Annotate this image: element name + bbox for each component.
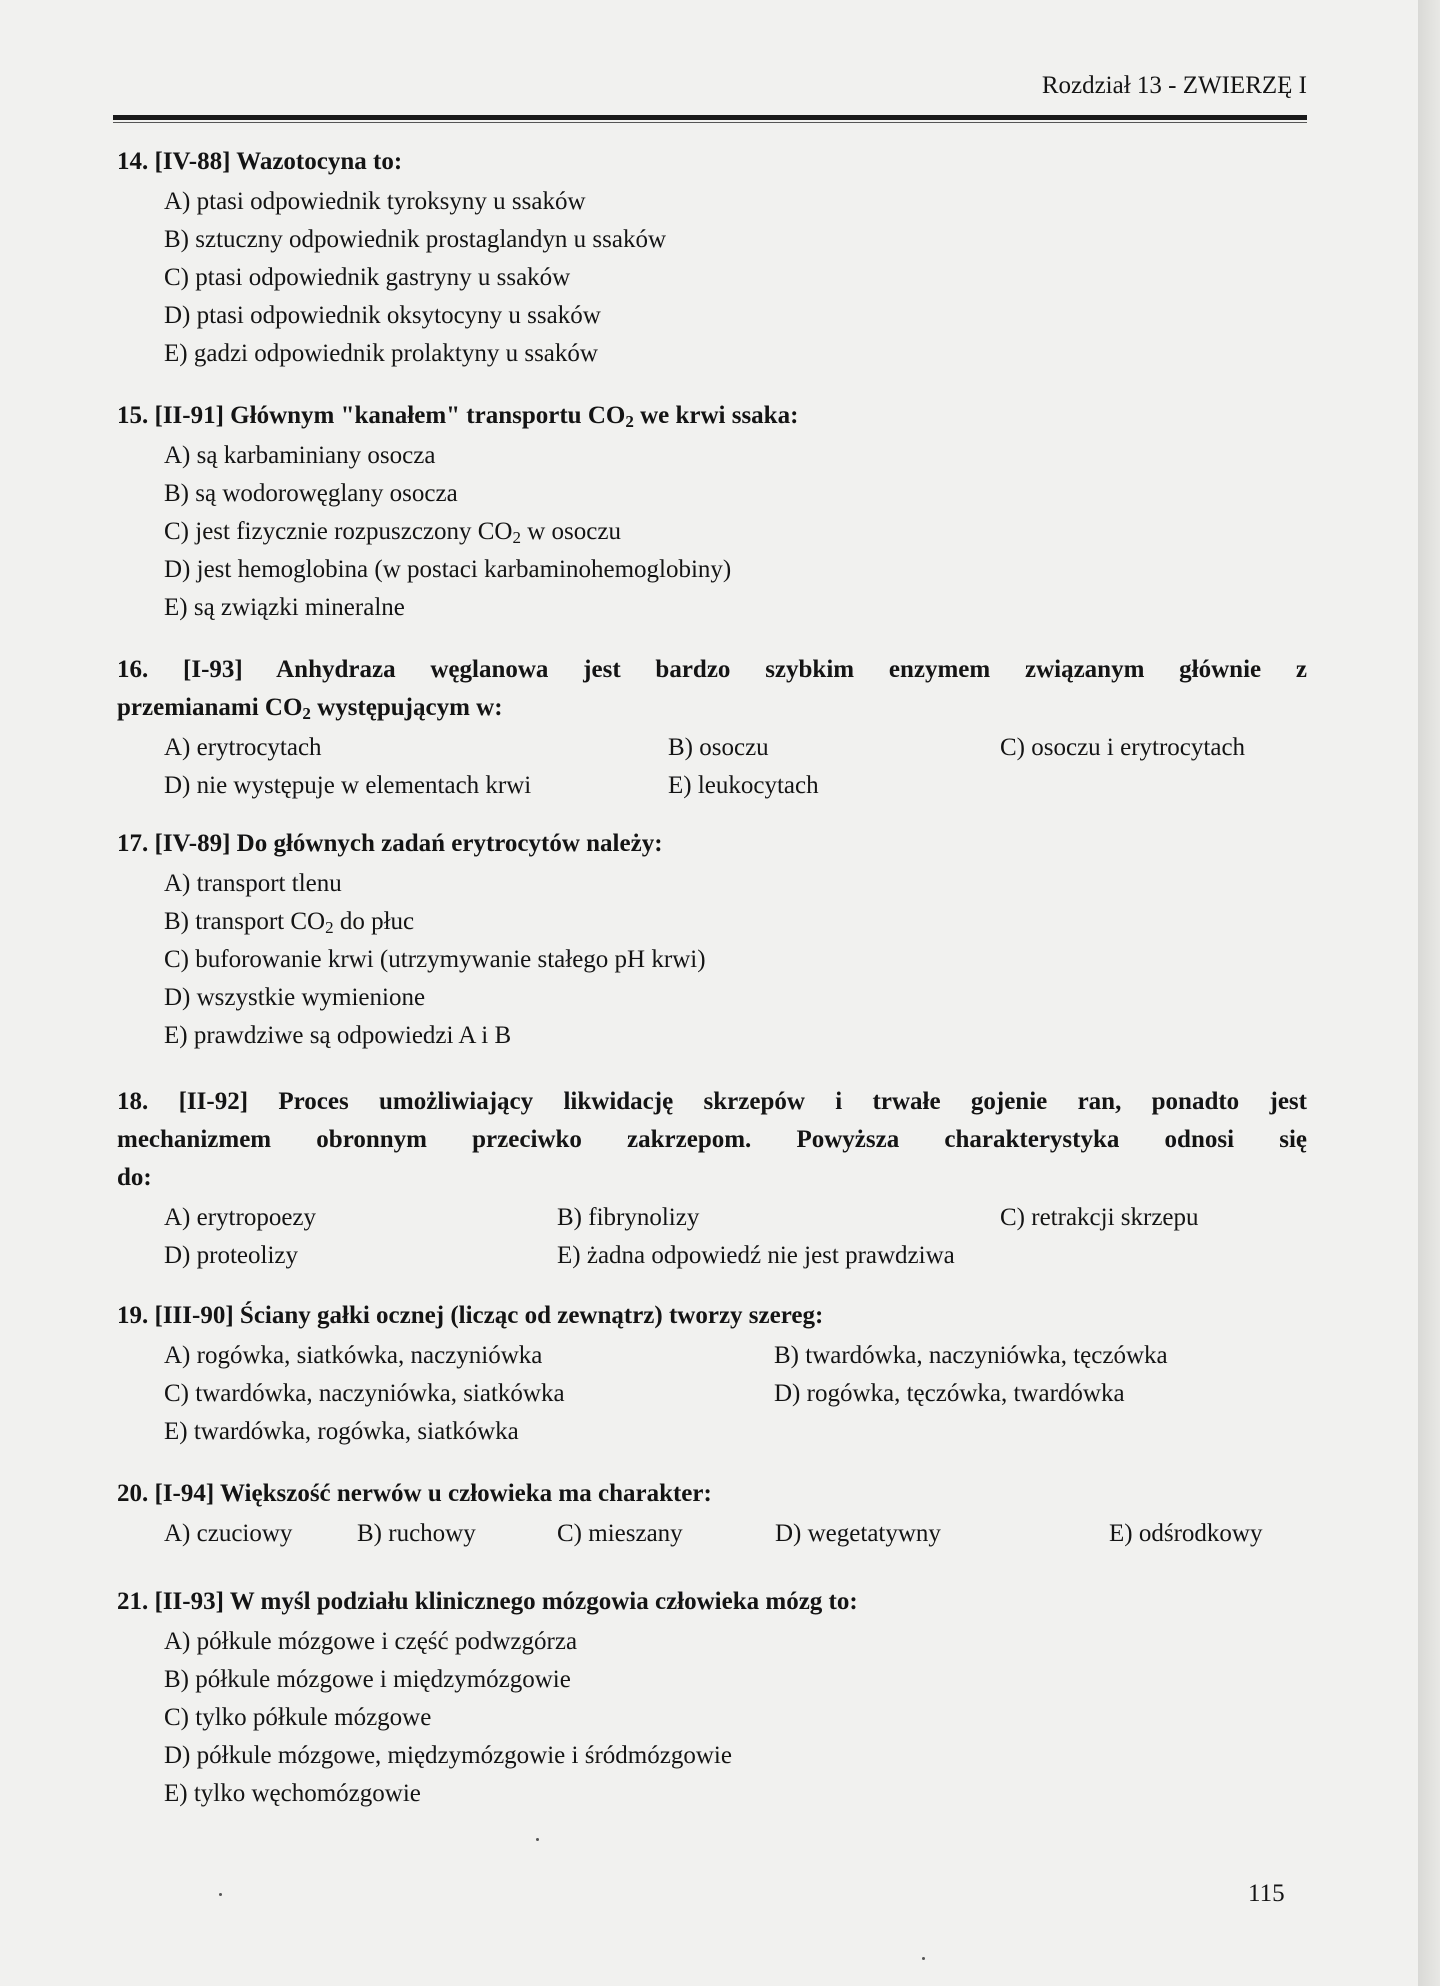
answer-options — [164, 1515, 1307, 1553]
question-title — [117, 1083, 1307, 1197]
question-title: 21. [II-93] W myśl podziału klinicznego mózgowia człowieka mózg to: — [117, 1588, 858, 1615]
option-b: B) fibrynolizy — [557, 1204, 700, 1231]
option-a: A) czuciowy — [164, 1520, 293, 1547]
question-title: 19. [III-90] Ściany gałki ocznej (licząc od zewnątrz) tworzy szereg: — [117, 1302, 824, 1329]
answer-options — [164, 183, 1307, 373]
options-row — [164, 1413, 1307, 1451]
page-number: 115 — [1248, 1880, 1285, 1907]
question-21 — [117, 1583, 1307, 1813]
subscript: 2 — [512, 528, 521, 547]
answer-options — [164, 1623, 1307, 1813]
title-line: mechanizmem obronnym przeciwko zakrzepom. Powyższa charakterystyka odnosi się — [117, 1126, 1307, 1153]
question-title: 17. [IV-89] Do głównych zadań erytrocytów należy: — [117, 830, 663, 857]
answer-options — [164, 1199, 1307, 1275]
question-15 — [117, 397, 1307, 627]
option-e: E) są związki mineralne — [164, 594, 405, 621]
header-rule-thin — [113, 122, 1307, 123]
question-title: 20. [I-94] Większość nerwów u człowieka ma charakter: — [117, 1480, 712, 1507]
option-b: B) są wodorowęglany osocza — [164, 480, 458, 507]
options-row — [164, 1375, 1307, 1413]
print-speck — [219, 1893, 222, 1896]
option-d: D) rogówka, tęczówka, twardówka — [774, 1380, 1125, 1407]
option-b: B) sztuczny odpowiednik prostaglandyn u ssaków — [164, 226, 667, 253]
question-title — [117, 651, 1307, 727]
option-b: B) ruchowy — [357, 1520, 476, 1547]
option-c: C) osoczu i erytrocytach — [1000, 734, 1246, 761]
subscript: 2 — [325, 918, 334, 937]
title-line — [117, 689, 1307, 727]
question-18 — [117, 1083, 1307, 1275]
option-c: C) tylko półkule mózgowe — [164, 1704, 432, 1731]
print-speck — [536, 1838, 539, 1841]
option-e: E) żadna odpowiedź nie jest prawdziwa — [557, 1242, 955, 1269]
option-d: D) jest hemoglobina (w postaci karbaminohemoglobiny) — [164, 556, 732, 583]
option-a: A) ptasi odpowiednik tyroksyny u ssaków — [164, 188, 586, 215]
title-text: przemianami CO — [117, 694, 303, 721]
options-row — [164, 767, 1307, 805]
title-line: 18. [II-92] Proces umożliwiający likwidację skrzepów i trwałe gojenie ran, ponadto jest — [117, 1088, 1307, 1115]
answer-options — [164, 1337, 1307, 1451]
header-rule — [113, 115, 1307, 120]
question-14 — [117, 143, 1307, 373]
title-text: we krwi ssaka: — [633, 402, 799, 429]
option-d: D) nie występuje w elementach krwi — [164, 772, 532, 799]
option-b: B) twardówka, naczyniówka, tęczówka — [774, 1342, 1168, 1369]
question-20 — [117, 1475, 1307, 1553]
question-title: 14. [IV-88] Wazotocyna to: — [117, 148, 403, 175]
option-a: A) transport tlenu — [164, 870, 342, 897]
options-row — [164, 1199, 1307, 1237]
option-d: D) wszystkie wymienione — [164, 984, 426, 1011]
option-d: D) półkule mózgowe, międzymózgowie i śródmózgowie — [164, 1742, 732, 1769]
title-text: 15. [II-91] Głównym "kanałem" transportu CO — [117, 402, 626, 429]
option-e: E) leukocytach — [668, 772, 819, 799]
option-a: A) półkule mózgowe i część podwzgórza — [164, 1628, 578, 1655]
option-c: C) buforowanie krwi (utrzymywanie stałego pH krwi) — [164, 946, 706, 973]
option-a: A) rogówka, siatkówka, naczyniówka — [164, 1342, 543, 1369]
title-line: 16. [I-93] Anhydraza węglanowa jest bardzo szybkim enzymem związanym głównie z — [117, 656, 1307, 683]
options-row — [164, 729, 1307, 767]
option-c: C) twardówka, naczyniówka, siatkówka — [164, 1380, 565, 1407]
option-a: A) są karbaminiany osocza — [164, 442, 436, 469]
question-16 — [117, 651, 1307, 805]
page-edge-shadow — [1418, 0, 1440, 1986]
option-c: C) ptasi odpowiednik gastryny u ssaków — [164, 264, 571, 291]
option-e: E) prawdziwe są odpowiedzi A i B — [164, 1022, 512, 1049]
option-text: w osoczu — [521, 518, 621, 545]
print-speck — [922, 1957, 925, 1960]
question-title — [117, 397, 1307, 435]
option-c: C) retrakcji skrzepu — [1000, 1204, 1199, 1231]
subscript: 2 — [625, 412, 634, 431]
option-text: do płuc — [333, 908, 415, 935]
option-e: E) tylko węchomózgowie — [164, 1780, 421, 1807]
option-b — [164, 903, 1307, 941]
options-row — [164, 1515, 1307, 1553]
option-d: D) ptasi odpowiednik oksytocyny u ssaków — [164, 302, 601, 329]
option-b: B) osoczu — [668, 734, 769, 761]
option-d: D) wegetatywny — [775, 1520, 941, 1547]
answer-options — [164, 437, 1307, 627]
question-17 — [117, 825, 1307, 1055]
options-row — [164, 1237, 1307, 1275]
option-text: B) transport CO — [164, 908, 326, 935]
running-header: Rozdział 13 - ZWIERZĘ I — [1041, 72, 1307, 99]
options-row — [164, 1337, 1307, 1375]
option-e: E) gadzi odpowiednik prolaktyny u ssaków — [164, 340, 598, 367]
title-line: do: — [117, 1164, 152, 1191]
option-c — [164, 513, 1307, 551]
answer-options — [164, 729, 1307, 805]
option-a: A) erytropoezy — [164, 1204, 317, 1231]
option-d: D) proteolizy — [164, 1242, 298, 1269]
option-a: A) erytrocytach — [164, 734, 322, 761]
option-b: B) półkule mózgowe i międzymózgowie — [164, 1666, 571, 1693]
option-text: C) jest fizycznie rozpuszczony CO — [164, 518, 513, 545]
subscript: 2 — [302, 704, 311, 723]
question-19 — [117, 1297, 1307, 1451]
option-e: E) twardówka, rogówka, siatkówka — [164, 1418, 519, 1445]
option-c: C) mieszany — [557, 1520, 683, 1547]
answer-options — [164, 865, 1307, 1055]
title-text: występującym w: — [310, 694, 503, 721]
option-e: E) odśrodkowy — [1109, 1520, 1263, 1547]
